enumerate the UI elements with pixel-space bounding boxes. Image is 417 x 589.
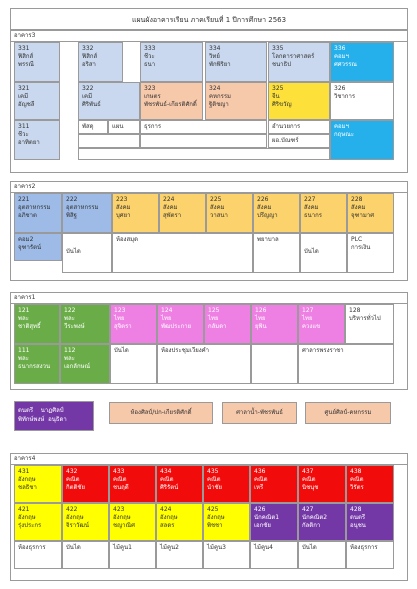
room-437[interactable]: 437 คณิต นิชนุช <box>298 465 346 503</box>
building-2-header: อาคาร2 <box>10 181 408 193</box>
room-computer-2-b2[interactable]: คอม2 จุฑารัตน์ <box>14 233 62 261</box>
room-332[interactable]: 332 ฟิสิกส์ อริสา <box>78 42 123 82</box>
room-432[interactable]: 432 คณิต กิตติชัย <box>62 465 109 503</box>
room-library[interactable]: ห้องสมุด <box>112 233 253 273</box>
room-424[interactable]: 424 อังกฤษ สลดร <box>156 503 203 541</box>
building-1-header: อาคาร1 <box>10 292 408 304</box>
room-323[interactable]: 323 เกษตร พัชรพันธ์-เกียรติศักดิ์ <box>140 82 203 120</box>
room-wiangkham-meeting[interactable]: ห้องประชุมเวียงคำ <box>157 344 251 384</box>
building-4-header: อาคาร4 <box>10 453 408 465</box>
room-222[interactable]: 222 อุตสาหกรรม พิสิฐ <box>62 193 112 233</box>
stairs-b4-left: บันได <box>62 541 109 569</box>
room-224[interactable]: 224 สังคม สุพัตรา <box>159 193 206 233</box>
page-title: แผนผังอาคารเรียน ภาคเรียนที่ 1 ปีการศึกษา 2563 <box>10 8 408 30</box>
room-321[interactable]: 321 เคมี อัญชลี <box>14 82 60 120</box>
room-324[interactable]: 324 คหกรรม ฐิติชญา <box>205 82 267 120</box>
room-director-office[interactable]: อำนวยการ <box>268 120 330 134</box>
room-112[interactable]: 112 พละ เอกลักษณ์ <box>60 344 110 384</box>
room-music-dance[interactable]: ดนตรี นาฏศิลป์ พิทักษ์พงษ์ อนุธิดา <box>14 401 94 431</box>
room-124[interactable]: 124 ไทย พัฒประกาย <box>157 304 204 344</box>
room-office-b4-right[interactable]: ห้องธุรการ <box>346 541 394 569</box>
room-nurse[interactable]: พยาบาล <box>253 233 300 273</box>
stairs-b2-right: บันได <box>300 233 347 273</box>
room-office-b4-left[interactable]: ห้องธุรการ <box>14 541 62 569</box>
room-226[interactable]: 226 สังคม ปรีญญา <box>253 193 300 233</box>
room-art-center[interactable]: ศูนย์ศิลป์-คหกรรม <box>305 402 391 424</box>
room-322[interactable]: 322 เคมี ศิริพันธ์ <box>78 82 140 120</box>
room-125[interactable]: 125 ไทย กลัมดา <box>204 304 251 344</box>
room-223[interactable]: 223 สังคม บุศยา <box>112 193 159 233</box>
room-426[interactable]: 426 นักคณิต1 เอกชัย <box>250 503 298 541</box>
room-123[interactable]: 123 ไทย สุจิตรา <box>110 304 157 344</box>
room-127[interactable]: 127 ไทย ควงแข <box>298 304 345 344</box>
room-227[interactable]: 227 สังคม ธนากร <box>300 193 347 233</box>
room-333[interactable]: 333 ชีวะ ธนา <box>140 42 203 82</box>
room-blank-b3-b <box>140 134 267 148</box>
room-maikhun-2[interactable]: ไม้คูน2 <box>156 541 203 569</box>
room-planning[interactable]: แผน <box>108 120 140 134</box>
room-121[interactable]: 121 พละ ชาติสุทธิ์ <box>14 304 60 344</box>
building-3-header: อาคาร3 <box>10 30 408 42</box>
stairs-b4-right: บันได <box>298 541 346 569</box>
room-general-affairs[interactable]: ธุรการ <box>140 120 267 134</box>
room-maikhun-4[interactable]: ไม้คูน4 <box>250 541 298 569</box>
room-plc[interactable]: PLC การเงิน <box>347 233 394 273</box>
stairs-b2-left: บันได <box>62 233 112 273</box>
room-supplies[interactable]: พัสดุ <box>78 120 108 134</box>
room-126[interactable]: 126 ไทย ยุพิน <box>251 304 298 344</box>
room-111[interactable]: 111 พละ ธนากรสงวน <box>14 344 60 384</box>
room-225[interactable]: 225 สังคม วาสนา <box>206 193 253 233</box>
room-427[interactable]: 427 นักคณิต2 กัลติกา <box>298 503 346 541</box>
room-425[interactable]: 425 อังกฤษ พิชชา <box>203 503 250 541</box>
stairs-b1: บันได <box>110 344 157 384</box>
room-435[interactable]: 435 คณิต นำชัย <box>203 465 250 503</box>
room-blank-b3-a <box>78 134 140 148</box>
room-438[interactable]: 438 คณิต วิรัตร <box>346 465 394 503</box>
room-221[interactable]: 221 อุตสาหกรรม อภิชาต <box>14 193 62 233</box>
room-sala-rachada[interactable]: ศาลารพรงราชา <box>298 344 394 384</box>
room-325[interactable]: 325 จีน ศิริขวัญ <box>268 82 330 120</box>
room-art[interactable]: ห้องศิลป์/ปก-เกียรติศักดิ์ <box>109 402 213 424</box>
room-335[interactable]: 335 โลกดาราศาสตร์ ชนาธิป <box>268 42 330 82</box>
room-422[interactable]: 422 อังกฤษ จิราวัฒน์ <box>62 503 109 541</box>
room-331[interactable]: 331 ฟิสิกส์ พรรณี <box>14 42 60 82</box>
room-433[interactable]: 433 คณิต ชนฤดี <box>109 465 156 503</box>
room-228[interactable]: 228 สังคม จุฑามาศ <box>347 193 394 233</box>
room-maikhun-1[interactable]: ไม้คูน1 <box>109 541 156 569</box>
room-423[interactable]: 423 อังกฤษ ชญาณิศ <box>109 503 156 541</box>
room-428[interactable]: 428 ดนตรี อนุชน <box>346 503 394 541</box>
room-336[interactable]: 336 คอมฯ ศศวรรณ <box>330 42 394 82</box>
room-maikhun-3[interactable]: ไม้คูน3 <box>203 541 250 569</box>
room-421[interactable]: 421 อังกฤษ รุ่งประกร <box>14 503 62 541</box>
room-326[interactable]: 326 วิชาการ <box>330 82 394 120</box>
room-434[interactable]: 434 คณิต ศิริรัตน์ <box>156 465 203 503</box>
room-computer-2[interactable]: คอมฯ กฤษณะ <box>330 120 394 160</box>
room-431[interactable]: 431 อังกฤษ ชลธิชา <box>14 465 62 503</box>
room-334[interactable]: 334 วิทย์ พักพิริยา <box>205 42 267 82</box>
room-311[interactable]: 311 ชีวะ อาทิตยา <box>14 120 60 160</box>
room-blank-b3-c <box>78 148 330 160</box>
room-director[interactable]: ผอ.บัณฑร์ <box>268 134 330 148</box>
room-sala-nam[interactable]: ศาลาน้ำ-พัชรพันธ์ <box>222 402 297 424</box>
room-436[interactable]: 436 คณิต เหรี <box>250 465 298 503</box>
room-128[interactable]: 128 บริหารทั่วไป <box>345 304 394 344</box>
room-122[interactable]: 122 พละ วีระพงษ์ <box>60 304 110 344</box>
room-blank-b1 <box>251 344 298 384</box>
